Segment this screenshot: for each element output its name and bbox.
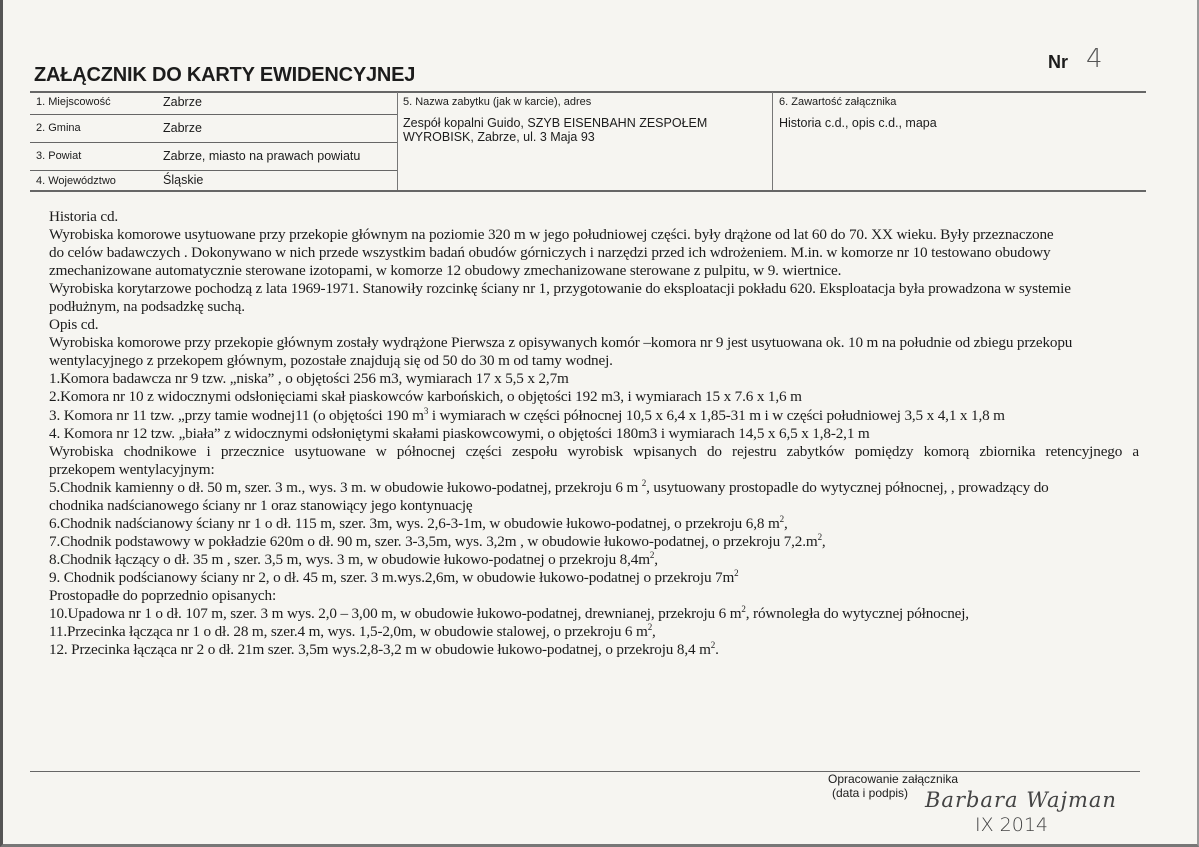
field-value-county: Zabrze, miasto na prawach powiatu — [163, 149, 361, 163]
text-line — [49, 425, 1139, 443]
superscript: 3 — [423, 405, 429, 416]
text-segment: do celów badawczych . Dokonywano w nich przede wszystkim badań obudów górniczych i narzędzi przed ich wdrożeniem. M.in. w komorze nr 10 testowano obudowy — [49, 244, 1051, 262]
text-segment: 5.Chodnik kamienny o dł. 50 m, szer. 3 m., wys. 3 m. w obudowie łukowo-podatnej, przekroju 6 m — [49, 478, 642, 496]
text-line — [49, 623, 1139, 641]
text-segment: , równoległa do wytycznej północnej, — [745, 605, 969, 623]
text-line — [49, 407, 1139, 425]
text-line — [49, 497, 1139, 515]
text-line — [49, 262, 1139, 280]
superscript: 2 — [649, 549, 655, 560]
text-segment: 11.Przecinka łącząca nr 1 o dł. 28 m, szer.4 m, wys. 1,5-2,0m, w obudowie stalowej, o przekroju 6 m — [49, 623, 648, 641]
superscript: 2 — [647, 622, 653, 633]
text-line — [49, 280, 1139, 298]
field-value-monument-name-2: WYROBISK, Zabrze, ul. 3 Maja 93 — [403, 130, 595, 144]
row-divider — [30, 142, 397, 143]
superscript: 2 — [817, 531, 822, 542]
number-value: 4 — [1086, 44, 1103, 74]
field-value-locality: Zabrze — [163, 95, 202, 109]
text-line — [49, 443, 1139, 461]
text-line — [49, 461, 1139, 479]
text-segment: 8.Chodnik łączący o dł. 35 m , szer. 3,5 m, wys. 3 m, w obudowie łukowo-podatnej o przekroju 8,4m — [49, 550, 650, 568]
field-value-voivodeship: Śląskie — [163, 173, 204, 187]
text-segment: i wymiarach w części północnej 10,5 x 6,4 x 1,85-31 m i w części południowej 3,5 x 4,1 x 1,8 m — [428, 406, 1005, 424]
text-line — [49, 226, 1139, 244]
text-segment: 7.Chodnik podstawowy w pokładzie 620m o dł. 90 m, szer. 3-3,5m, wys. 3,2m , w obudowie łukowo-podatnej, o przekroju 7,2.m — [49, 532, 818, 550]
text-line — [49, 388, 1139, 406]
text-line — [49, 479, 1139, 497]
text-segment: Wyrobiska chodnikowe i przecznice usytuowane w północnej części zespołu wyrobisk wpisanych do rejestru zabytków pomiędzy komorą zbiornika retencyjnego a — [49, 442, 1139, 460]
column-divider — [772, 92, 773, 190]
field-value-commune: Zabrze — [163, 121, 202, 135]
text-segment: Wyrobiska korytarzowe pochodzą z lata 1969-1971. Stanowiły rozcinkę ściany nr 1, przygotowanie do eksploatacji pokładu 620. Eksploatacja była prowadzona w systemie — [49, 280, 1071, 298]
text-segment: 9. Chodnik podścianowy ściany nr 2, o dł. 45 m, szer. 3 m.wys.2,6m, w obudowie łukowo-podatnej o przekroju 7m — [49, 568, 735, 586]
row-divider — [30, 170, 397, 171]
text-line — [49, 334, 1139, 352]
text-segment: 10.Upadowa nr 1 o dł. 107 m, szer. 3 m wys. 2,0 – 3,00 m, w obudowie łukowo-podatnej, drewnianej, przekroju 6 m — [49, 605, 742, 623]
text-segment: , — [821, 532, 826, 550]
text-segment: wentylacyjnego z przekopem głównym, pozostałe znajdują się od 50 do 30 m od tamy wodnej. — [49, 352, 613, 370]
text-segment: Historia cd. — [49, 208, 119, 225]
text-segment: podłużnym, na podsadzkę suchą. — [49, 298, 245, 316]
field-label-county: 3. Powiat — [36, 150, 82, 162]
text-line — [49, 370, 1139, 388]
superscript: 2 — [710, 640, 716, 651]
field-label-locality: 1. Miejscowość — [36, 96, 111, 108]
field-label-attachment-contents: 6. Zawartość załącznika — [779, 96, 897, 108]
header-bottom-rule — [30, 190, 1146, 192]
text-line — [49, 569, 1139, 587]
field-value-attachment-contents: Historia c.d., opis c.d., mapa — [779, 116, 937, 130]
row-divider — [30, 114, 397, 115]
text-line — [49, 641, 1139, 659]
number-label: Nr — [1048, 52, 1069, 72]
text-segment: zmechanizowane automatycznie sterowane izotopami, w komorze 12 obudowy zmechanizowane sterowane z pulpitu, w 9. wiertnice. — [49, 262, 842, 280]
text-line — [49, 244, 1139, 262]
text-line — [49, 352, 1139, 370]
text-segment: , — [783, 514, 788, 532]
text-line — [49, 515, 1139, 533]
superscript: 2 — [741, 603, 746, 614]
prepared-by-label: Opracowanie załącznika — [828, 772, 959, 786]
field-label-monument-name: 5. Nazwa zabytku (jak w karcie), adres — [403, 96, 592, 108]
field-label-voivodeship: 4. Województwo — [36, 175, 116, 187]
field-value-monument-name-1: Zespół kopalni Guido, SZYB EISENBAHN ZESPOŁEM — [403, 116, 708, 130]
text-line — [49, 533, 1139, 551]
document-title: ZAŁĄCZNIK DO KARTY EWIDENCYJNEJ — [34, 64, 416, 86]
document-body — [49, 208, 1139, 659]
text-segment: 6.Chodnik nadścianowy ściany nr 1 o dł. 115 m, szer. 3m, wys. 2,6-3-1m, w obudowie łukowo-podatnej, o przekroju 6,8 m — [49, 514, 780, 532]
text-segment: Opis cd. — [49, 316, 99, 334]
superscript: 2 — [779, 513, 784, 524]
text-segment: 1.Komora badawcza nr 9 tzw. „niska” , o objętości 256 m3, wymiarach 17 x 5,5 x 2,7m — [49, 370, 569, 388]
text-segment: chodnika nadścianowego ściany nr 1 oraz stanowiący jego kontynuację — [49, 496, 473, 514]
text-segment: Prostopadłe do poprzednio opisanych: — [49, 586, 277, 604]
text-line — [49, 551, 1139, 569]
date-signature-label: (data i podpis) — [832, 786, 909, 800]
text-segment: . — [715, 641, 719, 659]
text-line — [49, 605, 1139, 623]
field-label-commune: 2. Gmina — [36, 122, 81, 134]
text-line — [49, 208, 1139, 226]
header-top-rule — [30, 91, 1146, 93]
handwritten-date: IX 2014 — [975, 814, 1049, 836]
superscript: 2 — [641, 477, 647, 488]
text-segment: 12. Przecinka łącząca nr 2 o dł. 21m szer. 3,5m wys.2,8-3,2 m w obudowie łukowo-podatnej, o przekroju 8,4 m — [49, 641, 711, 659]
column-divider — [397, 92, 398, 190]
text-segment: , — [654, 550, 658, 568]
superscript: 2 — [734, 567, 739, 578]
text-segment: 4. Komora nr 12 tzw. „biała” z widocznymi odsłoniętymi skałami piaskowcowymi, o objętości 180m3 i wymiarach 14,5 x 6,5 x 1,8-2,1 m — [49, 424, 870, 442]
text-segment: Wyrobiska komorowe przy przekopie głównym zostały wydrążone Pierwsza z opisywanych komór –komora nr 9 jest usytuowana ok. 10 m na południe od zbiegu przekopu — [49, 334, 1073, 352]
text-segment: 3. Komora nr 11 tzw. „przy tamie wodnej11 (o objętości 190 m — [49, 406, 424, 424]
text-segment: Wyrobiska komorowe usytuowane przy przekopie głównym na poziomie 320 m w jego południowej części. były drążone od lat 60 do 70. XX wieku. Były przeznaczone — [49, 226, 1054, 244]
text-segment: 2.Komora nr 10 z widocznymi odsłonięciami skał piaskowców karbońskich, o objętości 192 m3, i wymiarach 15 x 7.6 x 1,6 m — [49, 388, 802, 406]
footer-rule — [30, 771, 1140, 772]
text-segment: przekopem wentylacyjnym: — [49, 460, 215, 478]
text-segment: , — [652, 623, 656, 641]
text-segment: , usytuowany prostopadle do wytycznej północnej, , prowadzący do — [646, 478, 1049, 496]
handwritten-signature: Barbara Wajman — [925, 788, 1117, 812]
text-line — [49, 316, 1139, 334]
text-line — [49, 298, 1139, 316]
text-line — [49, 587, 1139, 605]
